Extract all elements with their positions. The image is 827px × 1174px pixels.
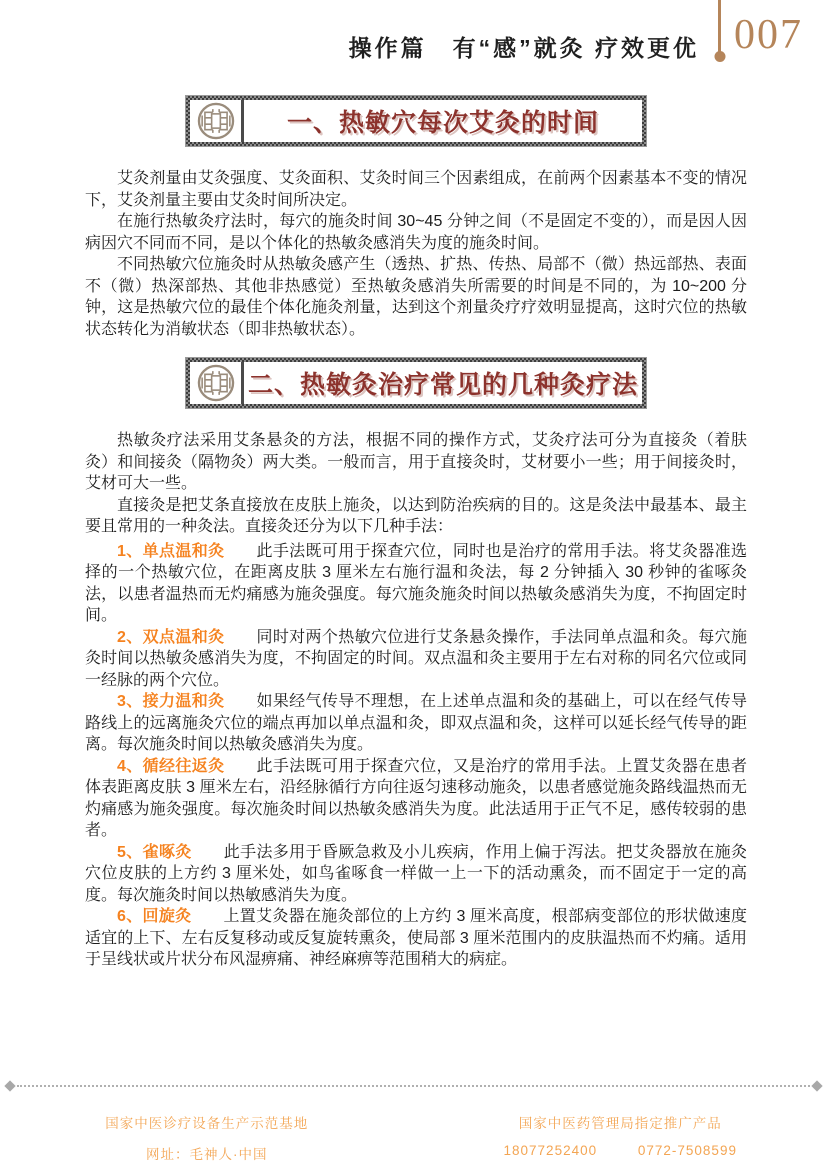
technique-item	[85, 691, 747, 756]
technique-item-text: 同时对两个热敏穴位进行艾条悬灸操作，手法同单点温和灸。每穴施灸时间以热敏灸感消失为度，不拘固定的时间。双点温和灸主要用于左右对称的同名穴位或同一经脉的两个穴位。	[85, 629, 747, 689]
lattice-ornament-icon	[190, 100, 244, 142]
section-2-banner	[186, 358, 646, 408]
footer-right-column	[414, 1112, 827, 1174]
paragraph: 不同热敏穴位施灸时从热敏灸感产生（透热、扩热、传热、局部不（微）热远部热、表面不（微）热深部热、其他非热感觉）至热敏灸感消失所需要的时间是不同的，为 10~200 分钟，这是热敏穴位的最佳个体化施灸剂量，达到这个剂量灸疗疗效明显提高，这时穴位的热敏状态转化为消敏状态（即非热敏状态）。	[85, 254, 747, 340]
header-divider-line	[718, 0, 721, 52]
technique-list	[85, 541, 747, 971]
paragraph: 在施行热敏灸疗法时，每穴的施灸时间 30~45 分钟之间（不是固定不变的），而是因人因病因穴不同而不同，是以个体化的热敏灸感消失为度的施灸时间。	[85, 211, 747, 254]
technique-item-label: 6、回旋灸	[117, 908, 191, 925]
diamond-end-icon	[811, 1080, 822, 1091]
section-1-banner	[186, 96, 646, 146]
technique-item-label: 3、接力温和灸	[117, 693, 224, 710]
paragraph: 艾灸剂量由艾灸强度、艾灸面积、艾灸时间三个因素组成，在前两个因素基本不变的情况下，艾灸剂量主要由艾灸时间所决定。	[85, 168, 747, 211]
technique-item-text: 此手法既可用于探查穴位，同时也是治疗的常用手法。将艾灸器准选择的一个热敏穴位，在距离皮肤 3 厘米左右施行温和灸法，每 2 分钟插入 30 秒钟的雀啄灸法，以患者温热而无灼痛感为施灸强度。每穴施灸施灸时间以热敏灸感消失为度，不拘固定时间。	[85, 543, 747, 625]
paragraph: 直接灸是把艾条直接放在皮肤上施灸，以达到防治疾病的目的。这是灸法中最基本、最主要且常用的一种灸法。直接灸还分为以下几种手法：	[85, 495, 747, 538]
footer-dotted-rule	[0, 1082, 827, 1090]
page-header	[0, 0, 827, 88]
footer-phone-numbers	[414, 1143, 827, 1158]
footer-columns	[0, 1112, 827, 1174]
technique-item	[85, 756, 747, 842]
page-footer	[0, 1082, 827, 1174]
technique-item-text: 如果经气传导不理想，在上述单点温和灸的基础上，可以在经气传导路线上的远离施灸穴位的端点再加以单点温和灸，即双点温和灸，这样可以延长经气传导的距离。每次施灸时间以热敏灸感消失为度。	[85, 693, 747, 753]
section-2-banner-inner	[190, 362, 642, 404]
technique-item	[85, 627, 747, 692]
footer-phone-1: 18077252400	[504, 1143, 598, 1158]
footer-certification-label: 国家中医药管理局指定推广产品	[414, 1112, 827, 1132]
technique-item-text: 上置艾灸器在施灸部位的上方约 3 厘米高度，根部病变部位的形状做速度适宜的上下、左右反复移动或反复旋转熏灸，使局部 3 厘米范围内的皮肤温热而不灼痛。适用于呈线状或片状分布风湿痹痛、神经麻痹等范围稍大的病症。	[85, 908, 747, 968]
dotted-line	[17, 1085, 810, 1087]
technique-item-label: 1、单点温和灸	[117, 543, 224, 560]
section-2-title: 二、热敏灸治疗常见的几种灸疗法	[244, 362, 642, 404]
lattice-ornament-icon	[190, 362, 244, 404]
footer-base-label: 国家中医诊疗设备生产示范基地	[0, 1112, 414, 1132]
technique-item	[85, 541, 747, 627]
running-head-title: 操作篇 有“感”就灸 疗效更优	[349, 30, 699, 63]
technique-item-label: 4、循经往返灸	[117, 758, 224, 775]
technique-item	[85, 842, 747, 907]
technique-item-label: 2、双点温和灸	[117, 629, 224, 646]
footer-phone-2: 0772-7508599	[638, 1143, 737, 1158]
footer-website: 网址：毛神人·中国	[0, 1143, 414, 1163]
page-content	[0, 96, 827, 971]
technique-item	[85, 906, 747, 971]
paragraph: 热敏灸疗法采用艾条悬灸的方法，根据不同的操作方式，艾灸疗法可分为直接灸（着肤灸）和间接灸（隔物灸）两大类。一般而言，用于直接灸时，艾材要小一些；用于间接灸时，艾材可大一些。	[85, 430, 747, 495]
technique-item-text: 此手法多用于昏厥急救及小儿疾病，作用上偏于泻法。把艾灸器放在施灸穴位皮肤的上方约 3 厘米处，如鸟雀啄食一样做一上一下的活动熏灸，而不固定于一定的高度。每次施灸时间以热敏感消失为度。	[85, 844, 747, 904]
section-1-body	[85, 168, 747, 340]
section-1-title: 一、热敏穴每次艾灸的时间	[244, 100, 642, 142]
diamond-end-icon	[4, 1080, 15, 1091]
section-1-banner-inner	[190, 100, 642, 142]
footer-left-column	[0, 1112, 414, 1174]
technique-item-text: 此手法既可用于探查穴位，又是治疗的常用手法。上置艾灸器在患者体表距离皮肤 3 厘米左右，沿经脉循行方向往返匀速移动施灸，以患者感觉施灸路线温热而无灼痛感为施灸强度。每次施灸时间以热敏灸感消失为度。此法适用于正气不足，感传较弱的患者。	[85, 758, 747, 840]
page-number: 007	[734, 14, 803, 56]
technique-item-label: 5、雀啄灸	[117, 844, 192, 861]
section-2-body	[85, 430, 747, 971]
